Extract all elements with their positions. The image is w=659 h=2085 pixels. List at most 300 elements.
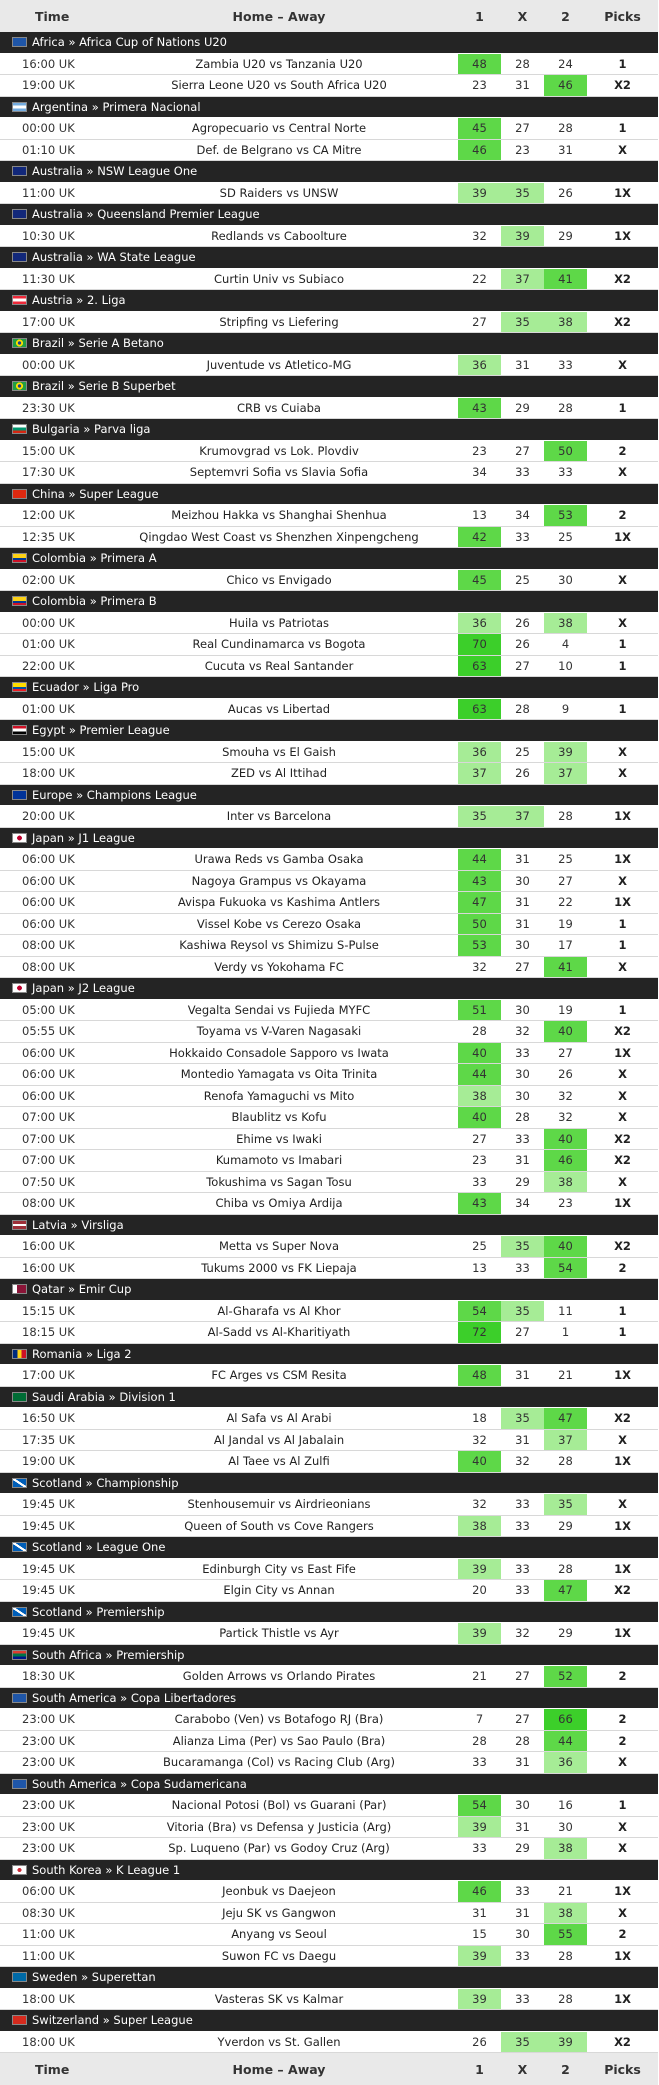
league-name[interactable]: Scotland » Premiership bbox=[32, 1604, 165, 1619]
away-win-probability: 39 bbox=[544, 2032, 587, 2053]
draw-probability: 33 bbox=[515, 529, 530, 544]
match-time: 17:00 UK bbox=[22, 314, 75, 329]
match-teams[interactable]: Jeonbuk vs Daejeon bbox=[222, 1884, 336, 1899]
match-time: 11:00 UK bbox=[22, 1927, 75, 1942]
match-teams[interactable]: Urawa Reds vs Gamba Osaka bbox=[194, 852, 364, 867]
pick-value: X2 bbox=[614, 1153, 631, 1168]
pick-value: 1 bbox=[618, 1303, 627, 1318]
pick-value: X bbox=[618, 873, 627, 888]
home-win-probability: 36 bbox=[458, 613, 501, 634]
fifa-flag-icon bbox=[12, 1693, 27, 1703]
match-row[interactable] bbox=[0, 54, 658, 76]
league-header bbox=[0, 591, 658, 613]
match-teams[interactable]: Vissel Kobe vs Cerezo Osaka bbox=[196, 916, 362, 931]
match-teams[interactable]: ZED vs Al Ittihad bbox=[230, 766, 328, 781]
match-teams[interactable]: Metta vs Super Nova bbox=[218, 1239, 339, 1254]
match-teams[interactable]: Juventude vs Atletico-MG bbox=[206, 357, 352, 372]
league-name[interactable]: Switzerland » Super League bbox=[32, 2013, 193, 2028]
match-teams[interactable]: Nacional Potosi (Bol) vs Guarani (Par) bbox=[171, 1798, 387, 1813]
match-row[interactable] bbox=[0, 1731, 658, 1753]
league-header bbox=[0, 419, 658, 441]
league-header bbox=[0, 1645, 658, 1667]
match-row[interactable] bbox=[0, 1172, 658, 1194]
home-win-probability: 33 bbox=[472, 1174, 487, 1189]
home-win-probability: 40 bbox=[458, 1043, 501, 1064]
league-name[interactable]: Austria » 2. Liga bbox=[32, 293, 126, 308]
match-teams[interactable]: Cucuta vs Real Santander bbox=[204, 658, 354, 673]
match-teams[interactable]: Vitoria (Bra) vs Defensa y Justicia (Arg) bbox=[166, 1819, 392, 1834]
pick-value: X bbox=[618, 357, 627, 372]
header-picks[interactable]: Picks bbox=[604, 8, 641, 24]
match-row[interactable] bbox=[0, 1559, 658, 1581]
match-row[interactable] bbox=[0, 118, 658, 140]
away-win-probability: 21 bbox=[558, 1884, 573, 1899]
home-win-probability: 47 bbox=[458, 892, 501, 913]
match-teams[interactable]: FC Arges vs CSM Resita bbox=[211, 1368, 347, 1383]
switzerland-flag-icon bbox=[12, 2015, 27, 2025]
league-name[interactable]: Australia » Queensland Premier League bbox=[32, 207, 260, 222]
league-name[interactable]: South America » Copa Libertadores bbox=[32, 1690, 237, 1705]
pick-value: 2 bbox=[618, 508, 627, 523]
match-row[interactable] bbox=[0, 1064, 658, 1086]
pick-value: X2 bbox=[614, 2034, 631, 2049]
pick-value: 1 bbox=[618, 1798, 627, 1813]
match-teams[interactable]: Stripfing vs Liefering bbox=[219, 314, 339, 329]
league-header bbox=[0, 785, 658, 807]
match-time: 11:00 UK bbox=[22, 1948, 75, 1963]
match-teams[interactable]: Al Taee vs Al Zulfi bbox=[228, 1454, 330, 1469]
league-header bbox=[0, 720, 658, 742]
home-win-probability: 36 bbox=[458, 742, 501, 763]
match-teams[interactable]: Smouha vs El Gaish bbox=[222, 744, 336, 759]
league-name[interactable]: Europe » Champions League bbox=[32, 787, 197, 802]
match-teams[interactable]: Renofa Yamaguchi vs Mito bbox=[203, 1088, 355, 1103]
league-name[interactable]: Australia » NSW League One bbox=[32, 164, 198, 179]
match-teams[interactable]: Bucaramanga (Col) vs Racing Club (Arg) bbox=[163, 1755, 395, 1770]
footer-picks: Picks bbox=[604, 2061, 641, 2077]
league-name[interactable]: Colombia » Primera A bbox=[32, 551, 157, 566]
match-time: 06:00 UK bbox=[22, 852, 75, 867]
match-teams[interactable]: Vegalta Sendai vs Fujieda MYFC bbox=[187, 1002, 371, 1017]
match-teams[interactable]: Al-Gharafa vs Al Khor bbox=[217, 1303, 341, 1318]
match-time: 06:00 UK bbox=[22, 895, 75, 910]
match-teams[interactable]: Al Safa vs Al Arabi bbox=[226, 1411, 332, 1426]
match-teams[interactable]: Qingdao West Coast vs Shenzhen Xinpengcheng bbox=[139, 529, 419, 544]
match-row[interactable] bbox=[0, 1752, 658, 1774]
match-teams[interactable]: Yverdon vs St. Gallen bbox=[217, 2034, 341, 2049]
league-name[interactable]: Brazil » Serie B Superbet bbox=[32, 379, 176, 394]
match-row[interactable] bbox=[0, 1946, 658, 1968]
draw-probability: 35 bbox=[501, 312, 544, 333]
match-row[interactable] bbox=[0, 1623, 658, 1645]
match-row[interactable] bbox=[0, 226, 658, 248]
league-name[interactable]: Colombia » Primera B bbox=[32, 594, 157, 609]
away-win-probability: 38 bbox=[544, 312, 587, 333]
match-teams[interactable]: Carabobo (Ven) vs Botafogo RJ (Bra) bbox=[174, 1712, 384, 1727]
pick-value: 1X bbox=[614, 529, 631, 544]
home-win-probability: 32 bbox=[472, 1432, 487, 1447]
match-teams[interactable]: Kumamoto vs Imabari bbox=[215, 1153, 343, 1168]
header-home-away[interactable]: Home – Away bbox=[232, 8, 326, 24]
draw-probability: 31 bbox=[515, 1153, 530, 1168]
match-time: 08:00 UK bbox=[22, 938, 75, 953]
draw-probability: 23 bbox=[515, 142, 530, 157]
league-name[interactable]: China » Super League bbox=[32, 486, 159, 501]
match-row[interactable] bbox=[0, 1580, 658, 1602]
match-teams[interactable]: Real Cundinamarca vs Bogota bbox=[192, 637, 366, 652]
pick-value: 2 bbox=[618, 1669, 627, 1684]
match-time: 11:00 UK bbox=[22, 185, 75, 200]
match-time: 20:00 UK bbox=[22, 809, 75, 824]
away-win-probability: 53 bbox=[544, 505, 587, 526]
match-teams[interactable]: CRB vs Cuiaba bbox=[237, 400, 321, 415]
match-teams[interactable]: Tukums 2000 vs FK Liepaja bbox=[201, 1260, 357, 1275]
league-name[interactable]: Brazil » Serie A Betano bbox=[32, 336, 164, 351]
match-teams[interactable]: Kashiwa Reysol vs Shimizu S-Pulse bbox=[179, 938, 379, 953]
match-row[interactable] bbox=[0, 1129, 658, 1151]
match-row[interactable] bbox=[0, 2032, 658, 2054]
match-time: 11:30 UK bbox=[22, 271, 75, 286]
match-teams[interactable]: Inter vs Barcelona bbox=[226, 809, 332, 824]
home-win-probability: 34 bbox=[472, 465, 487, 480]
away-win-probability: 37 bbox=[544, 763, 587, 784]
match-teams[interactable]: Chico vs Envigado bbox=[226, 572, 332, 587]
league-name[interactable]: Scotland » League One bbox=[32, 1540, 166, 1555]
southafrica-flag-icon bbox=[12, 1650, 27, 1660]
match-teams[interactable]: Golden Arrows vs Orlando Pirates bbox=[182, 1669, 376, 1684]
pick-value: X2 bbox=[614, 1131, 631, 1146]
match-row[interactable] bbox=[0, 1430, 658, 1452]
match-row[interactable] bbox=[0, 1301, 658, 1323]
draw-probability: 31 bbox=[515, 852, 530, 867]
match-row[interactable] bbox=[0, 613, 658, 635]
league-header bbox=[0, 1774, 658, 1796]
saudi-flag-icon bbox=[12, 1392, 27, 1402]
draw-probability: 27 bbox=[515, 1325, 530, 1340]
pick-value: X bbox=[618, 1819, 627, 1834]
match-teams[interactable]: Sierra Leone U20 vs South Africa U20 bbox=[171, 78, 387, 93]
match-teams[interactable]: Septemvri Sofia vs Slavia Sofia bbox=[189, 465, 369, 480]
match-row[interactable] bbox=[0, 1903, 658, 1925]
league-header bbox=[0, 1602, 658, 1624]
league-name[interactable]: Egypt » Premier League bbox=[32, 723, 170, 738]
match-row[interactable] bbox=[0, 1516, 658, 1538]
league-name[interactable]: Saudi Arabia » Division 1 bbox=[32, 1389, 176, 1404]
pick-value: 1 bbox=[618, 701, 627, 716]
match-teams[interactable]: Alianza Lima (Per) vs Sao Paulo (Bra) bbox=[172, 1733, 386, 1748]
match-teams[interactable]: Huila vs Patriotas bbox=[229, 615, 329, 630]
pick-value: 1X bbox=[614, 1991, 631, 2006]
match-teams[interactable]: Elgin City vs Annan bbox=[223, 1583, 335, 1598]
home-win-probability: 38 bbox=[458, 1086, 501, 1107]
match-teams[interactable]: Montedio Yamagata vs Oita Trinita bbox=[180, 1067, 378, 1082]
match-row[interactable] bbox=[0, 1989, 658, 2011]
match-row[interactable] bbox=[0, 699, 658, 721]
match-teams[interactable]: Jeju SK vs Gangwon bbox=[222, 1905, 336, 1920]
match-teams[interactable]: Meizhou Hakka vs Shanghai Shenhua bbox=[171, 508, 387, 523]
match-teams[interactable]: Hokkaido Consadole Sapporo vs Iwata bbox=[169, 1045, 389, 1060]
home-win-probability: 33 bbox=[472, 1841, 487, 1856]
league-name[interactable]: Argentina » Primera Nacional bbox=[32, 99, 201, 114]
match-row[interactable] bbox=[0, 183, 658, 205]
match-row[interactable] bbox=[0, 398, 658, 420]
league-name[interactable]: Sweden » Superettan bbox=[32, 1970, 156, 1985]
australia-flag-icon bbox=[12, 166, 27, 176]
match-row[interactable] bbox=[0, 1107, 658, 1129]
draw-probability: 35 bbox=[501, 1236, 544, 1257]
match-row[interactable] bbox=[0, 871, 658, 893]
pick-value: 1X bbox=[614, 895, 631, 910]
match-row[interactable] bbox=[0, 1795, 658, 1817]
home-win-probability: 33 bbox=[472, 1755, 487, 1770]
match-time: 06:00 UK bbox=[22, 916, 75, 931]
away-win-probability: 41 bbox=[544, 957, 587, 978]
match-teams[interactable]: Edinburgh City vs East Fife bbox=[202, 1561, 356, 1576]
pick-value: 1X bbox=[614, 1561, 631, 1576]
match-teams[interactable]: Anyang vs Seoul bbox=[231, 1927, 327, 1942]
pick-value: 2 bbox=[618, 443, 627, 458]
home-win-probability: 46 bbox=[458, 140, 501, 161]
austria-flag-icon bbox=[12, 295, 27, 305]
league-header bbox=[0, 161, 658, 183]
match-row[interactable] bbox=[0, 1086, 658, 1108]
match-time: 17:35 UK bbox=[22, 1432, 75, 1447]
pick-value: X bbox=[618, 1174, 627, 1189]
match-teams[interactable]: Redlands vs Caboolture bbox=[211, 228, 347, 243]
match-row[interactable] bbox=[0, 1817, 658, 1839]
match-time: 18:00 UK bbox=[22, 766, 75, 781]
match-row[interactable] bbox=[0, 1150, 658, 1172]
pick-value: X bbox=[618, 1110, 627, 1125]
league-name[interactable]: Japan » J1 League bbox=[32, 830, 135, 845]
home-win-probability: 20 bbox=[472, 1583, 487, 1598]
match-row[interactable] bbox=[0, 1193, 658, 1215]
draw-probability: 33 bbox=[515, 1131, 530, 1146]
pick-value: 1X bbox=[614, 1454, 631, 1469]
away-win-probability: 24 bbox=[558, 56, 573, 71]
draw-probability: 28 bbox=[515, 56, 530, 71]
match-teams[interactable]: Chiba vs Omiya Ardija bbox=[215, 1196, 343, 1211]
league-name[interactable]: Bulgaria » Parva liga bbox=[32, 422, 151, 437]
match-time: 19:45 UK bbox=[22, 1626, 75, 1641]
match-row[interactable] bbox=[0, 1408, 658, 1430]
draw-probability: 26 bbox=[515, 615, 530, 630]
match-teams[interactable]: Al-Sadd vs Al-Kharitiyath bbox=[207, 1325, 351, 1340]
pick-value: X2 bbox=[614, 1024, 631, 1039]
away-win-probability: 40 bbox=[544, 1129, 587, 1150]
league-name[interactable]: Japan » J2 League bbox=[32, 981, 135, 996]
away-win-probability: 11 bbox=[558, 1303, 573, 1318]
match-teams[interactable]: Stenhousemuir vs Airdrieonians bbox=[187, 1497, 371, 1512]
draw-probability: 30 bbox=[515, 1002, 530, 1017]
match-row[interactable] bbox=[0, 1021, 658, 1043]
match-teams[interactable]: Ehime vs Iwaki bbox=[236, 1131, 322, 1146]
home-win-probability: 50 bbox=[458, 914, 501, 935]
china-flag-icon bbox=[12, 489, 27, 499]
match-time: 06:00 UK bbox=[22, 1088, 75, 1103]
league-name[interactable]: South Korea » K League 1 bbox=[32, 1862, 181, 1877]
match-teams[interactable]: Tokushima vs Sagan Tosu bbox=[206, 1174, 352, 1189]
match-teams[interactable]: Al Jandal vs Al Jabalain bbox=[213, 1432, 345, 1447]
league-name[interactable]: South America » Copa Sudamericana bbox=[32, 1776, 247, 1791]
header-time[interactable]: Time bbox=[35, 8, 70, 24]
match-row[interactable] bbox=[0, 1000, 658, 1022]
match-teams[interactable]: Suwon FC vs Daegu bbox=[221, 1948, 337, 1963]
away-win-probability: 9 bbox=[561, 701, 570, 716]
pick-value: 1 bbox=[618, 658, 627, 673]
header-draw[interactable]: X bbox=[517, 8, 528, 24]
match-row[interactable] bbox=[0, 1666, 658, 1688]
header-home-win[interactable]: 1 bbox=[475, 8, 484, 24]
footer-home-win: 1 bbox=[475, 2061, 484, 2077]
match-teams[interactable]: Queen of South vs Cove Rangers bbox=[184, 1518, 374, 1533]
pick-value: X bbox=[618, 1905, 627, 1920]
draw-probability: 26 bbox=[515, 766, 530, 781]
match-teams[interactable]: Sp. Luqueno (Par) vs Godoy Cruz (Arg) bbox=[168, 1841, 390, 1856]
match-time: 02:00 UK bbox=[22, 572, 75, 587]
match-row[interactable] bbox=[0, 1365, 658, 1387]
match-row[interactable] bbox=[0, 1258, 658, 1280]
match-row[interactable] bbox=[0, 1881, 658, 1903]
match-teams[interactable]: Nagoya Grampus vs Okayama bbox=[191, 873, 367, 888]
league-name[interactable]: Ecuador » Liga Pro bbox=[32, 680, 140, 695]
match-row[interactable] bbox=[0, 355, 658, 377]
latvia-flag-icon bbox=[12, 1220, 27, 1230]
league-header bbox=[0, 2010, 658, 2032]
match-teams[interactable]: Toyama vs V-Varen Nagasaki bbox=[196, 1024, 362, 1039]
match-row[interactable] bbox=[0, 1451, 658, 1473]
pick-value: X2 bbox=[614, 314, 631, 329]
match-time: 08:00 UK bbox=[22, 1196, 75, 1211]
match-teams[interactable]: Avispa Fukuoka vs Kashima Antlers bbox=[177, 895, 381, 910]
home-win-probability: 32 bbox=[472, 959, 487, 974]
match-row[interactable] bbox=[0, 634, 658, 656]
footer-home-away: Home – Away bbox=[232, 2061, 326, 2077]
home-win-probability: 48 bbox=[458, 1365, 501, 1386]
home-win-probability: 39 bbox=[458, 1817, 501, 1838]
league-name[interactable]: Latvia » Virsliga bbox=[32, 1217, 124, 1232]
league-header bbox=[0, 978, 658, 1000]
match-row[interactable] bbox=[0, 957, 658, 979]
match-row[interactable] bbox=[0, 763, 658, 785]
league-header bbox=[0, 97, 658, 119]
pick-value: X bbox=[618, 142, 627, 157]
brazil-flag-icon bbox=[12, 338, 27, 348]
match-time: 23:00 UK bbox=[22, 1819, 75, 1834]
draw-probability: 33 bbox=[515, 1518, 530, 1533]
match-row[interactable] bbox=[0, 1924, 658, 1946]
match-teams[interactable]: Blaublitz vs Kofu bbox=[231, 1110, 327, 1125]
league-name[interactable]: Romania » Liga 2 bbox=[32, 1346, 132, 1361]
home-win-probability: 32 bbox=[472, 1497, 487, 1512]
match-row[interactable] bbox=[0, 570, 658, 592]
match-teams[interactable]: Aucas vs Libertad bbox=[227, 701, 331, 716]
league-name[interactable]: Australia » WA State League bbox=[32, 250, 196, 265]
match-row[interactable] bbox=[0, 140, 658, 162]
draw-probability: 30 bbox=[515, 1067, 530, 1082]
draw-probability: 33 bbox=[515, 1045, 530, 1060]
draw-probability: 30 bbox=[515, 1927, 530, 1942]
match-row[interactable] bbox=[0, 312, 658, 334]
match-time: 10:30 UK bbox=[22, 228, 75, 243]
league-name[interactable]: Qatar » Emir Cup bbox=[32, 1282, 132, 1297]
away-win-probability: 40 bbox=[544, 1236, 587, 1257]
away-win-probability: 28 bbox=[558, 809, 573, 824]
match-row[interactable] bbox=[0, 1838, 658, 1860]
match-teams[interactable]: Curtin Univ vs Subiaco bbox=[214, 271, 344, 286]
match-teams[interactable]: Def. de Belgrano vs CA Mitre bbox=[196, 142, 362, 157]
match-time: 18:00 UK bbox=[22, 2034, 75, 2049]
away-win-probability: 36 bbox=[544, 1752, 587, 1773]
match-row[interactable] bbox=[0, 269, 658, 291]
match-row[interactable] bbox=[0, 441, 658, 463]
away-win-probability: 30 bbox=[558, 1819, 573, 1834]
match-time: 06:00 UK bbox=[22, 873, 75, 888]
away-win-probability: 29 bbox=[558, 228, 573, 243]
league-name[interactable]: Africa » Africa Cup of Nations U20 bbox=[32, 35, 227, 50]
match-row[interactable] bbox=[0, 1709, 658, 1731]
match-time: 23:30 UK bbox=[22, 400, 75, 415]
match-teams[interactable]: Krumovgrad vs Lok. Plovdiv bbox=[199, 443, 359, 458]
match-row[interactable] bbox=[0, 935, 658, 957]
header-away-win[interactable]: 2 bbox=[561, 8, 570, 24]
match-teams[interactable]: Verdy vs Yokohama FC bbox=[214, 959, 344, 974]
league-name[interactable]: South Africa » Premiership bbox=[32, 1647, 185, 1662]
draw-probability: 33 bbox=[515, 1260, 530, 1275]
league-header bbox=[0, 1860, 658, 1882]
match-row[interactable] bbox=[0, 892, 658, 914]
table-footer bbox=[0, 2053, 658, 2085]
league-name[interactable]: Scotland » Championship bbox=[32, 1475, 179, 1490]
match-teams[interactable]: Zambia U20 vs Tanzania U20 bbox=[195, 56, 363, 71]
away-win-probability: 25 bbox=[558, 529, 573, 544]
match-time: 16:00 UK bbox=[22, 1239, 75, 1254]
match-row[interactable] bbox=[0, 914, 658, 936]
home-win-probability: 43 bbox=[458, 1193, 501, 1214]
draw-probability: 35 bbox=[501, 2032, 544, 2053]
draw-probability: 28 bbox=[515, 1110, 530, 1125]
table-header bbox=[0, 0, 658, 32]
match-time: 23:00 UK bbox=[22, 1733, 75, 1748]
match-row[interactable] bbox=[0, 849, 658, 871]
match-row[interactable] bbox=[0, 806, 658, 828]
away-win-probability: 33 bbox=[558, 465, 573, 480]
match-row[interactable] bbox=[0, 656, 658, 678]
away-win-probability: 46 bbox=[544, 75, 587, 96]
match-row[interactable] bbox=[0, 462, 658, 484]
draw-probability: 33 bbox=[515, 1497, 530, 1512]
match-row[interactable] bbox=[0, 742, 658, 764]
home-win-probability: 54 bbox=[458, 1795, 501, 1816]
match-row[interactable] bbox=[0, 1043, 658, 1065]
match-row[interactable] bbox=[0, 1236, 658, 1258]
home-win-probability: 46 bbox=[458, 1881, 501, 1902]
match-teams[interactable]: Agropecuario vs Central Norte bbox=[191, 121, 367, 136]
match-teams[interactable]: SD Raiders vs UNSW bbox=[219, 185, 339, 200]
match-row[interactable] bbox=[0, 1494, 658, 1516]
match-teams[interactable]: Vasteras SK vs Kalmar bbox=[214, 1991, 344, 2006]
home-win-probability: 18 bbox=[472, 1411, 487, 1426]
match-row[interactable] bbox=[0, 527, 658, 549]
match-row[interactable] bbox=[0, 75, 658, 97]
match-row[interactable] bbox=[0, 505, 658, 527]
match-time: 07:00 UK bbox=[22, 1110, 75, 1125]
home-win-probability: 43 bbox=[458, 871, 501, 892]
away-win-probability: 41 bbox=[544, 269, 587, 290]
match-teams[interactable]: Partick Thistle vs Ayr bbox=[219, 1626, 339, 1641]
match-row[interactable] bbox=[0, 1322, 658, 1344]
home-win-probability: 39 bbox=[458, 183, 501, 204]
